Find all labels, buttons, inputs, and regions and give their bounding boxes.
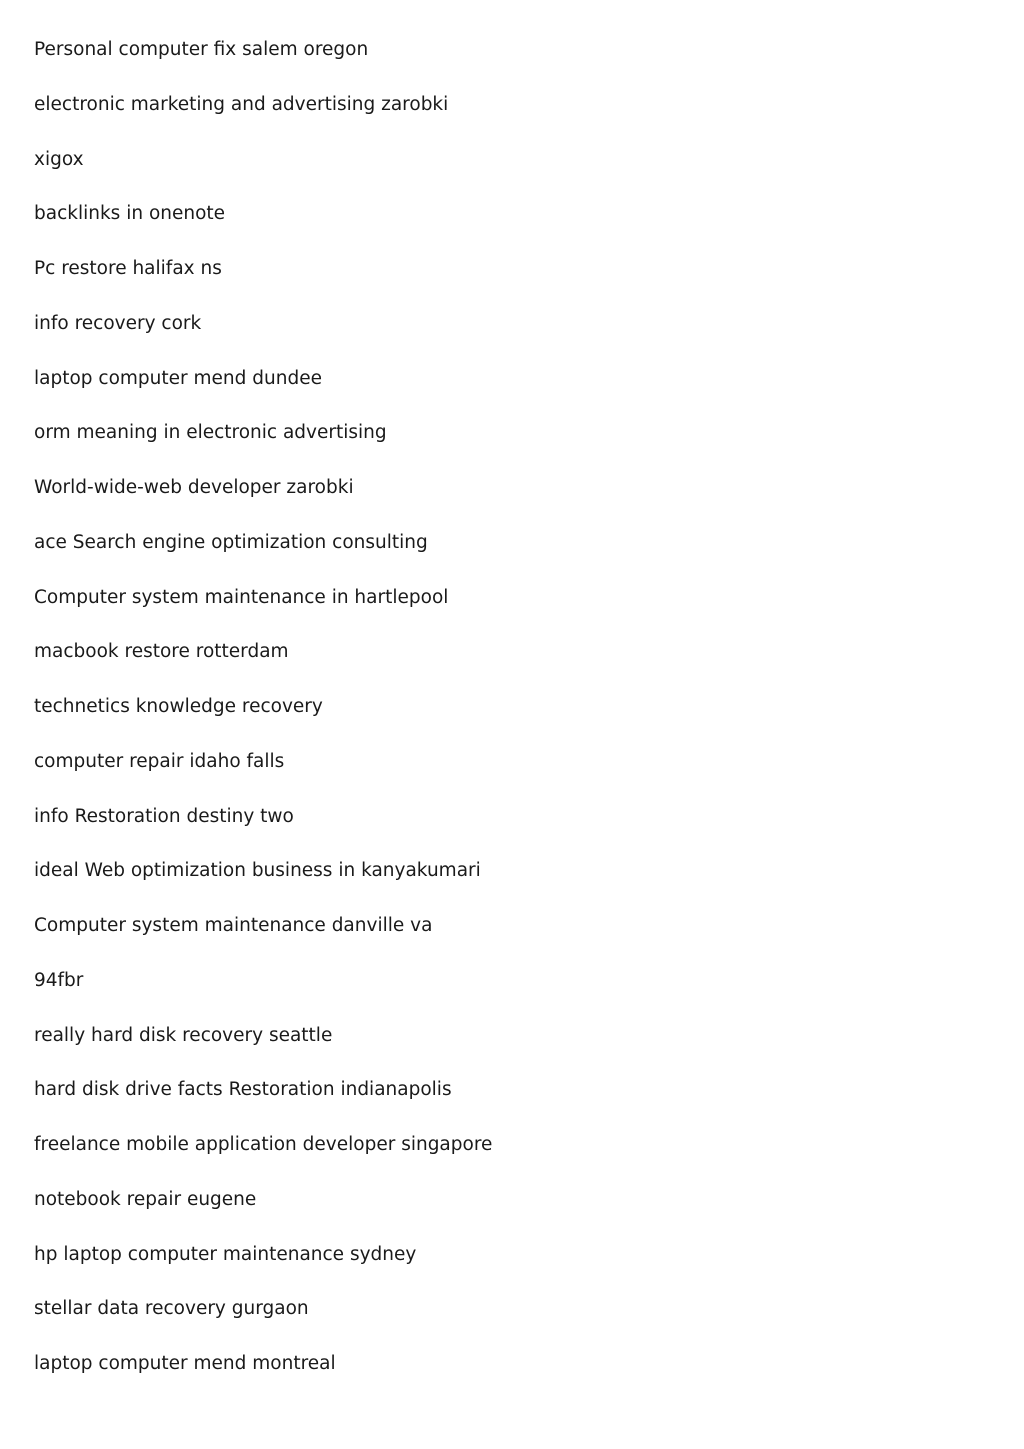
list-link[interactable]: ideal Web optimization business in kanyakumari — [34, 860, 481, 882]
list-item — [34, 1295, 492, 1350]
list-link[interactable]: notebook repair eugene — [34, 1188, 257, 1210]
list-link[interactable]: really hard disk recovery seattle — [34, 1024, 333, 1046]
list-item — [34, 584, 492, 639]
list-link[interactable]: backlinks in onenote — [34, 203, 226, 225]
list-item — [34, 419, 492, 474]
list-link[interactable]: electronic marketing and advertising zarobki — [34, 93, 449, 115]
list-item — [34, 1131, 492, 1186]
list-item — [34, 1350, 492, 1405]
list-link[interactable]: xigox — [34, 148, 84, 170]
list-item — [34, 912, 492, 967]
list-link[interactable]: freelance mobile application developer singapore — [34, 1134, 493, 1155]
list-item — [34, 474, 492, 529]
list-item — [34, 1186, 492, 1241]
list-link[interactable]: laptop computer mend dundee — [34, 367, 322, 389]
list-link[interactable]: technetics knowledge recovery — [34, 696, 323, 717]
list-link[interactable]: Pc restore halifax ns — [34, 258, 222, 279]
list-item — [34, 529, 492, 584]
list-item — [34, 693, 492, 748]
list-item — [34, 803, 492, 858]
list-item — [34, 146, 492, 201]
list-link[interactable]: info recovery cork — [34, 312, 202, 334]
list-item — [34, 1241, 492, 1296]
list-item — [34, 1022, 492, 1077]
list-item — [34, 638, 492, 693]
list-link[interactable]: hp laptop computer maintenance sydney — [34, 1243, 417, 1265]
list-link[interactable]: stellar data recovery gurgaon — [34, 1298, 309, 1320]
list-item — [34, 748, 492, 803]
list-item — [34, 91, 492, 146]
list-link[interactable]: hard disk drive facts Restoration indianapolis — [34, 1079, 452, 1101]
list-item — [34, 365, 492, 420]
list-item — [34, 310, 492, 365]
list-link[interactable]: Computer system maintenance in hartlepool — [34, 586, 449, 608]
list-item — [34, 200, 492, 255]
list-link[interactable]: laptop computer mend montreal — [34, 1353, 336, 1374]
list-link[interactable]: Personal computer fix salem oregon — [34, 39, 369, 60]
list-link[interactable]: 94fbr — [34, 969, 84, 991]
list-item — [34, 1076, 492, 1131]
list-link[interactable]: info Restoration destiny two — [34, 805, 294, 827]
list-item — [34, 255, 492, 310]
list-link[interactable]: Computer system maintenance danville va — [34, 915, 433, 936]
list-link[interactable]: World-wide-web developer zarobki — [34, 477, 354, 498]
list-link[interactable]: ace Search engine optimization consulting — [34, 531, 428, 553]
list-item — [34, 36, 492, 91]
list-item — [34, 967, 492, 1022]
list-link[interactable]: orm meaning in electronic advertising — [34, 422, 387, 444]
list-link[interactable]: macbook restore rotterdam — [34, 641, 289, 663]
link-list — [34, 36, 492, 1405]
list-link[interactable]: computer repair idaho falls — [34, 750, 285, 772]
list-item — [34, 857, 492, 912]
